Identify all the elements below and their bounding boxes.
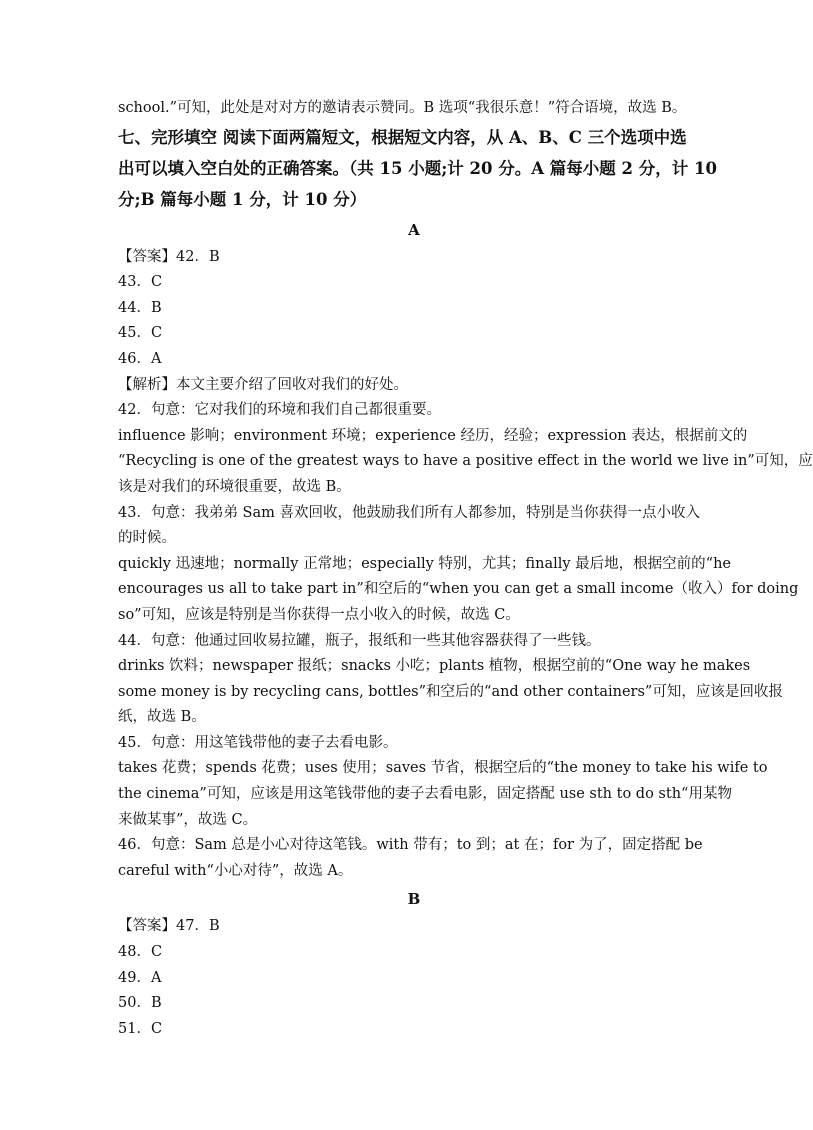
passage-a-answers — [118, 245, 684, 373]
analysis-text: encourages us all to take part in”和空后的“when you can get a small income（收入）for doing — [118, 581, 799, 598]
passage-a-label: A — [408, 220, 420, 239]
analysis-text: careful with“小心对待”，故选 A。 — [118, 862, 353, 879]
answer-item: 50．B — [118, 995, 162, 1012]
previous-answer-tail: school.”可知，此处是对对方的邀请表示赞同。B 选项“我很乐意！”符合语境，故选 B。 — [118, 100, 687, 116]
answer-line: 【答案】42．B — [118, 248, 220, 265]
passage-a-analysis — [118, 373, 813, 885]
answer-item: 49．A — [118, 969, 162, 986]
passage-b-answers — [118, 914, 684, 1042]
document-page — [118, 96, 813, 1042]
answer-item: 45．C — [118, 325, 163, 342]
analysis-text: 该是对我们的环境很重要，故选 B。 — [118, 478, 351, 495]
heading-line: 七、完形填空 阅读下面两篇短文，根据短文内容，从 A、B、C 三个选项中选 — [118, 127, 687, 147]
answer-line: 【答案】47．B — [118, 918, 220, 935]
analysis-text: takes 花费；spends 花费；uses 使用；saves 节省，根据空后的“the money to take his wife to — [118, 760, 768, 777]
analysis-text: 的时候。 — [118, 530, 176, 547]
analysis-text: 44．句意：他通过回收易拉罐，瓶子，报纸和一些其他容器获得了一些钱。 — [118, 632, 601, 649]
analysis-line: 【解析】本文主要介绍了回收对我们的好处。 — [118, 376, 408, 393]
heading-line: 出可以填入空白处的正确答案。（共 15 小题;计 20 分。A 篇每小题 2 分，计 10 — [118, 158, 717, 178]
answer-item: 48．C — [118, 944, 163, 961]
analysis-text: 45．句意：用这笔钱带他的妻子去看电影。 — [118, 734, 398, 751]
answer-item: 51．C — [118, 1020, 163, 1037]
analysis-text: 来做某事”，故选 C。 — [118, 811, 258, 828]
analysis-text: so”可知，应该是特别是当你获得一点小收入的时候，故选 C。 — [118, 606, 520, 623]
analysis-text: 纸，故选 B。 — [118, 709, 206, 726]
analysis-text: the cinema”可知，应该是用这笔钱带他的妻子去看电影，固定搭配 use sth to do sth“用某物 — [118, 786, 732, 803]
analysis-text: drinks 饮料；newspaper 报纸；snacks 小吃；plants 植物，根据空前的“One way he makes — [118, 658, 751, 675]
analysis-text: 43．句意：我弟弟 Sam 喜欢回收，他鼓励我们所有人都参加，特别是当你获得一点小收入 — [118, 504, 700, 521]
analysis-text: 46．句意：Sam 总是小心对待这笔钱。with 带有；to 到；at 在；for 为了，固定搭配 be — [118, 837, 703, 854]
section-heading — [118, 122, 717, 215]
answer-item: 43．C — [118, 274, 163, 291]
passage-b-label: B — [407, 890, 421, 909]
analysis-text: 42．句意：它对我们的环境和我们自己都很重要。 — [118, 402, 441, 419]
analysis-text: “Recycling is one of the greatest ways to have a positive effect in the world we live in”可知，应 — [118, 453, 813, 470]
heading-line: 分;B 篇每小题 1 分，计 10 分） — [118, 189, 367, 209]
answer-item: 44．B — [118, 299, 162, 316]
answer-item: 46．A — [118, 350, 162, 367]
analysis-text: influence 影响；environment 环境；experience 经历，经验；expression 表达，根据前文的 — [118, 427, 748, 444]
analysis-text: quickly 迅速地；normally 正常地；especially 特别，尤其；finally 最后地，根据空前的“he — [118, 555, 731, 572]
analysis-text: some money is by recycling cans, bottles”和空后的“and other containers”可知，应该是回收报 — [118, 683, 783, 700]
